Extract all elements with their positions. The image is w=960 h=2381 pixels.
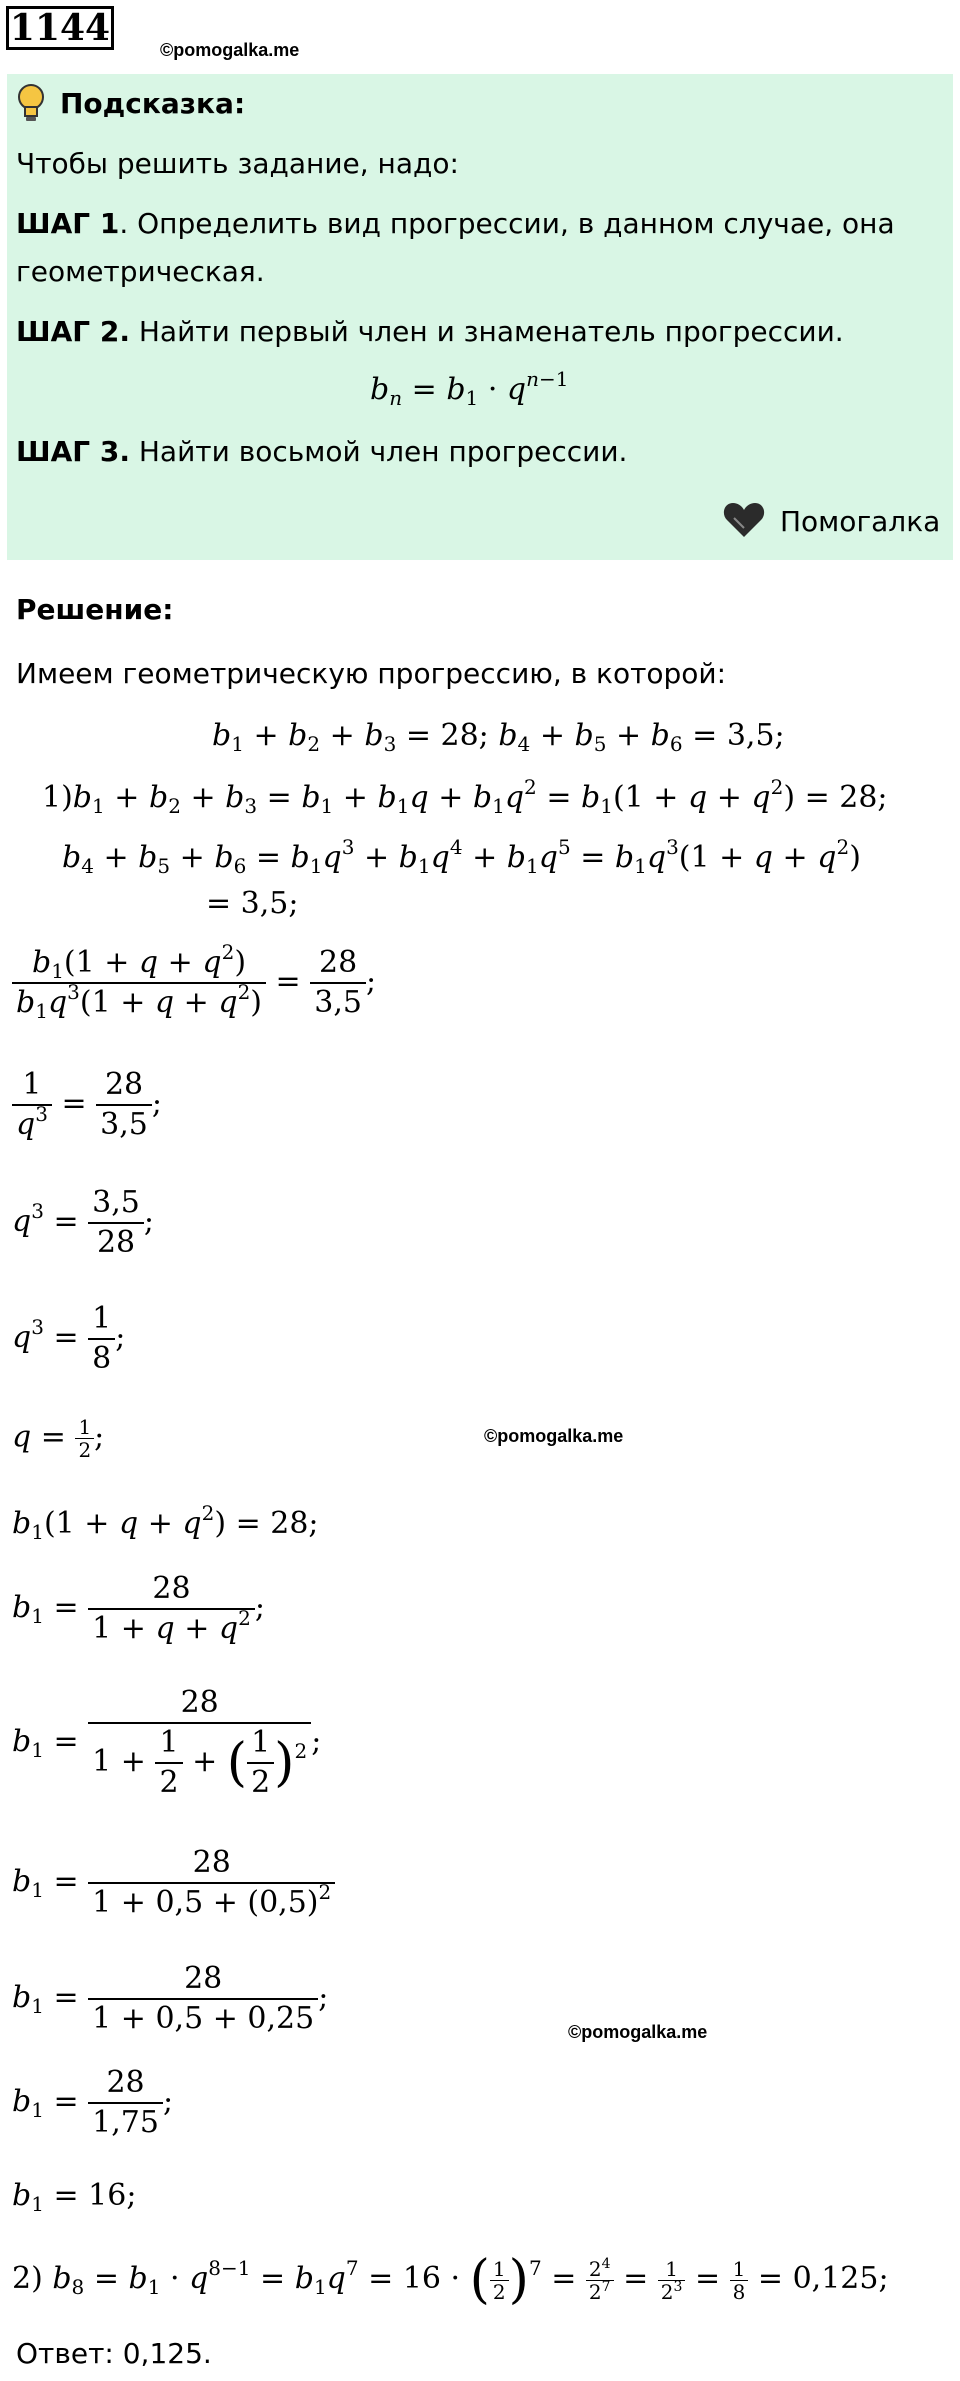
hint-title: Подсказка: (60, 87, 246, 120)
equation-1: $1)b_1 + b_2 + b_3 = b_1 + b_1q + b_1q^2 = b_1(1 + q + q^2) = 28$; (42, 775, 888, 818)
q3-eighth: $q^3$ = $\frac{1}{8}$ ; (12, 1301, 126, 1376)
given-equations: $b_1 + b_2 + b_3 = 28$; $b_4 + b_5 + b_6 = 3,5$; (212, 718, 785, 756)
hint-formula: $b_n = b_1 \cdot q^{n-1}$ (370, 367, 569, 410)
b1-equation: $b_1(1 + q + q^2) = 28$; (12, 1501, 319, 1544)
watermark-2: ©pomogalka.me (484, 1426, 624, 1446)
equation-2: $b_4 + b_5 + b_6 = b_1q^3 + b_1q^4 + b_1q^5 = b_1q^3(1 + q + q^2)$ (62, 835, 861, 878)
step-1-label: ШАГ 1 (16, 207, 120, 240)
step-3-label: ШАГ 3. (16, 435, 130, 468)
b1-fraction: $b_1$ = $\frac{28}{1 + q + q^2}$ ; (12, 1571, 265, 1646)
b1-decimal: $b_1$ = $\frac{28}{1 + 0,5 + (0,5)^2}$ (12, 1844, 335, 1922)
brand-label: Помогалка (780, 505, 941, 538)
b1-substituted: $b_1$ = 28 1 + $\frac{1}{2}$ + ( $\frac{1}{2}$ )$^2$ ; (12, 1685, 322, 1800)
step-3-text: Найти восьмой член прогрессии. (129, 435, 628, 468)
answer: Ответ: 0,125. (16, 2337, 212, 2370)
watermark-3: ©pomogalka.me (568, 2022, 708, 2042)
solution-heading: Решение: (16, 593, 174, 626)
watermark: ©pomogalka.me (160, 40, 300, 60)
hint-step-3 (16, 434, 627, 470)
equation-2-cont: = 3,5; (206, 886, 299, 921)
b1-result: $b_1 = 16$; (12, 2178, 137, 2216)
step-2-text: Найти первый член и знаменатель прогрессии. (129, 315, 844, 348)
step-2-label: ШАГ 2. (16, 315, 130, 348)
hint-step-1-cont: геометрическая. (16, 255, 265, 288)
b8-equation: 2) $b_8 = b_1 \cdot q^{8-1} = b_1q^7 = 16$ · ( $\frac{1}{2}$ )$^7$ = $\frac{2^4}{2^7}$ = $\frac{1}{2^3}$ = $\frac{1}{8}$ = 0,125; (12, 2250, 889, 2310)
q3-fraction: $q^3$ = $\frac{3,5}{28}$ ; (12, 1185, 154, 1260)
hint-step-2 (16, 314, 844, 350)
inverse-q3: $\frac{1}{q^3}$ = $\frac{28}{3,5}$ ; (12, 1066, 162, 1144)
solution-intro: Имеем геометрическую прогрессию, в которой: (16, 657, 727, 690)
q-half: q = $\frac{1}{2}$ ; (12, 1415, 105, 1462)
ratio-equation: $\frac{b_1(1 + q + q^2)}{b_1q^3(1 + q + q^2)}$ = $\frac{28}{3,5}$ ; (12, 944, 376, 1022)
hint-step-1 (16, 206, 895, 242)
heart-icon (722, 500, 766, 540)
b1-decimal-2: $b_1$ = $\frac{28}{1 + 0,5 + 0,25}$ ; (12, 1961, 329, 2036)
task-number: 1144 (6, 6, 114, 50)
b1-one-seventy-five: $b_1$ = $\frac{28}{1,75}$ ; (12, 2065, 174, 2140)
lightbulb-icon (16, 82, 46, 124)
step-1-text: . Определить вид прогрессии, в данном случае, она (119, 207, 895, 240)
hint-intro: Чтобы решить задание, надо: (16, 147, 459, 180)
